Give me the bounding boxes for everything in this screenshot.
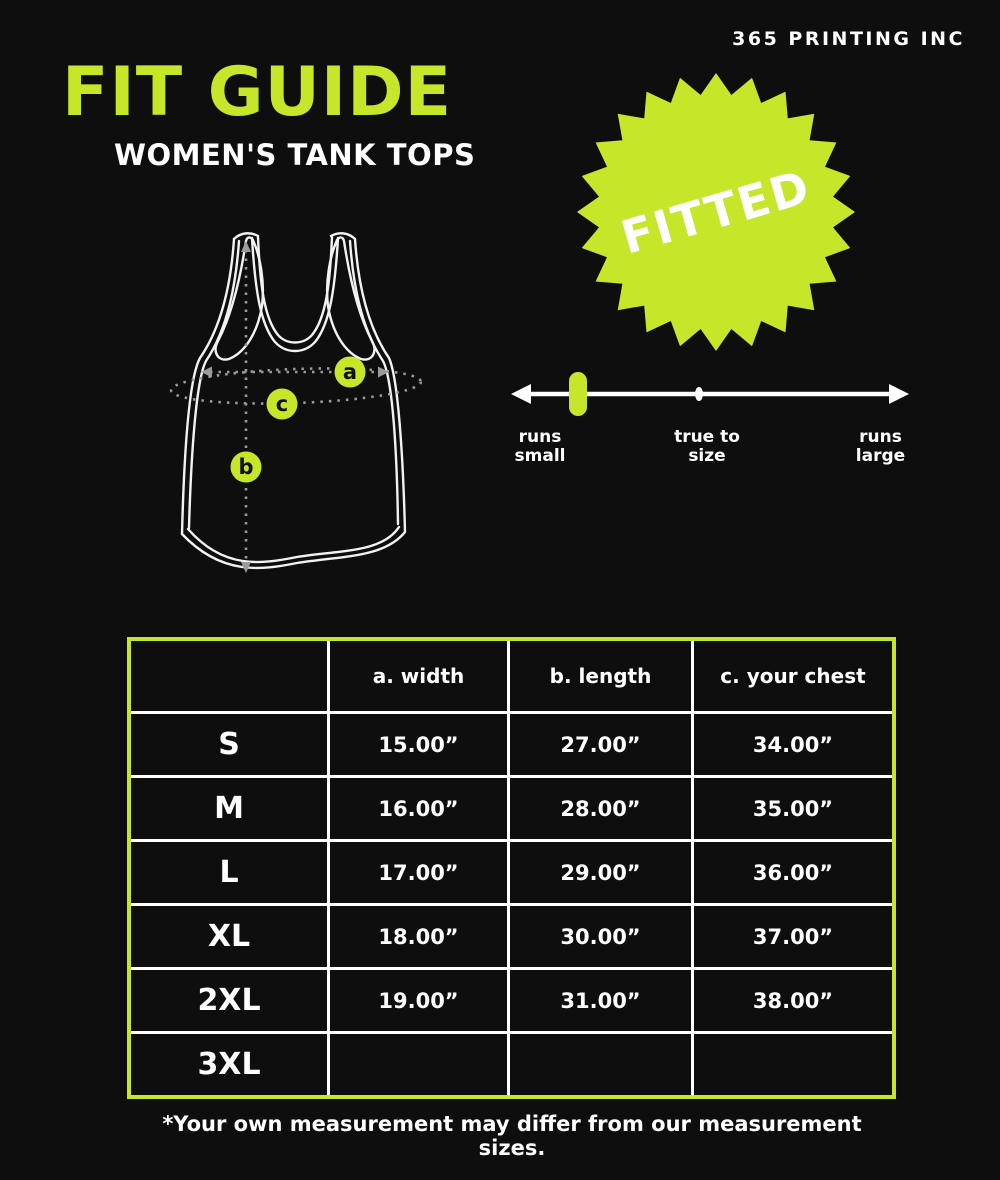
size-cell: M xyxy=(131,778,327,839)
fitted-label: FITTED xyxy=(615,159,817,265)
page-subtitle: WOMEN'S TANK TOPS xyxy=(114,138,476,172)
svg-text:c: c xyxy=(275,392,289,416)
footnote: *Your own measurement may differ from our measurement sizes. xyxy=(162,1112,862,1160)
scale-label-runs-large: runs large xyxy=(855,427,906,467)
scale-center-dot xyxy=(695,387,703,401)
chest-cell: 37.00” xyxy=(694,906,892,967)
length-cell: 30.00” xyxy=(510,906,691,967)
marker-b xyxy=(231,452,262,483)
fitted-badge xyxy=(576,68,856,356)
marker-c xyxy=(267,389,298,420)
width-cell: 15.00” xyxy=(330,714,507,775)
length-cell: 29.00” xyxy=(510,842,691,903)
starburst-icon xyxy=(576,68,856,356)
size-cell: 3XL xyxy=(131,1034,327,1095)
scale-label-runs-small: runs small xyxy=(514,427,566,467)
header-cell-chest: c. your chest xyxy=(694,641,892,711)
width-cell: 16.00” xyxy=(330,778,507,839)
length-cell: 27.00” xyxy=(510,714,691,775)
width-cell: 17.00” xyxy=(330,842,507,903)
size-table xyxy=(127,637,896,1099)
chest-cell xyxy=(694,1034,892,1095)
scale-label-true-to-size: true to size xyxy=(674,427,740,467)
chest-cell: 36.00” xyxy=(694,842,892,903)
header-cell-size xyxy=(131,641,327,711)
svg-text:b: b xyxy=(238,455,254,479)
arrow-up-icon xyxy=(241,241,251,252)
length-cell xyxy=(510,1034,691,1095)
fit-scale xyxy=(505,362,915,472)
chest-cell: 35.00” xyxy=(694,778,892,839)
header-cell-width: a. width xyxy=(330,641,507,711)
scale-slider xyxy=(569,372,587,416)
width-cell: 18.00” xyxy=(330,906,507,967)
marker-a xyxy=(335,357,366,388)
length-cell: 28.00” xyxy=(510,778,691,839)
chest-cell: 38.00” xyxy=(694,970,892,1031)
tank-top-diagram xyxy=(148,226,448,586)
svg-text:a: a xyxy=(342,360,358,384)
arrow-right-icon xyxy=(889,384,909,404)
chest-cell: 34.00” xyxy=(694,714,892,775)
length-cell: 31.00” xyxy=(510,970,691,1031)
page-title: FIT GUIDE xyxy=(62,53,453,132)
brand-text: 365 PRINTING INC xyxy=(732,28,965,50)
arrow-left-icon xyxy=(511,384,531,404)
width-cell: 19.00” xyxy=(330,970,507,1031)
size-cell: S xyxy=(131,714,327,775)
header-cell-length: b. length xyxy=(510,641,691,711)
size-cell: XL xyxy=(131,906,327,967)
size-cell: L xyxy=(131,842,327,903)
width-cell xyxy=(330,1034,507,1095)
size-cell: 2XL xyxy=(131,970,327,1031)
